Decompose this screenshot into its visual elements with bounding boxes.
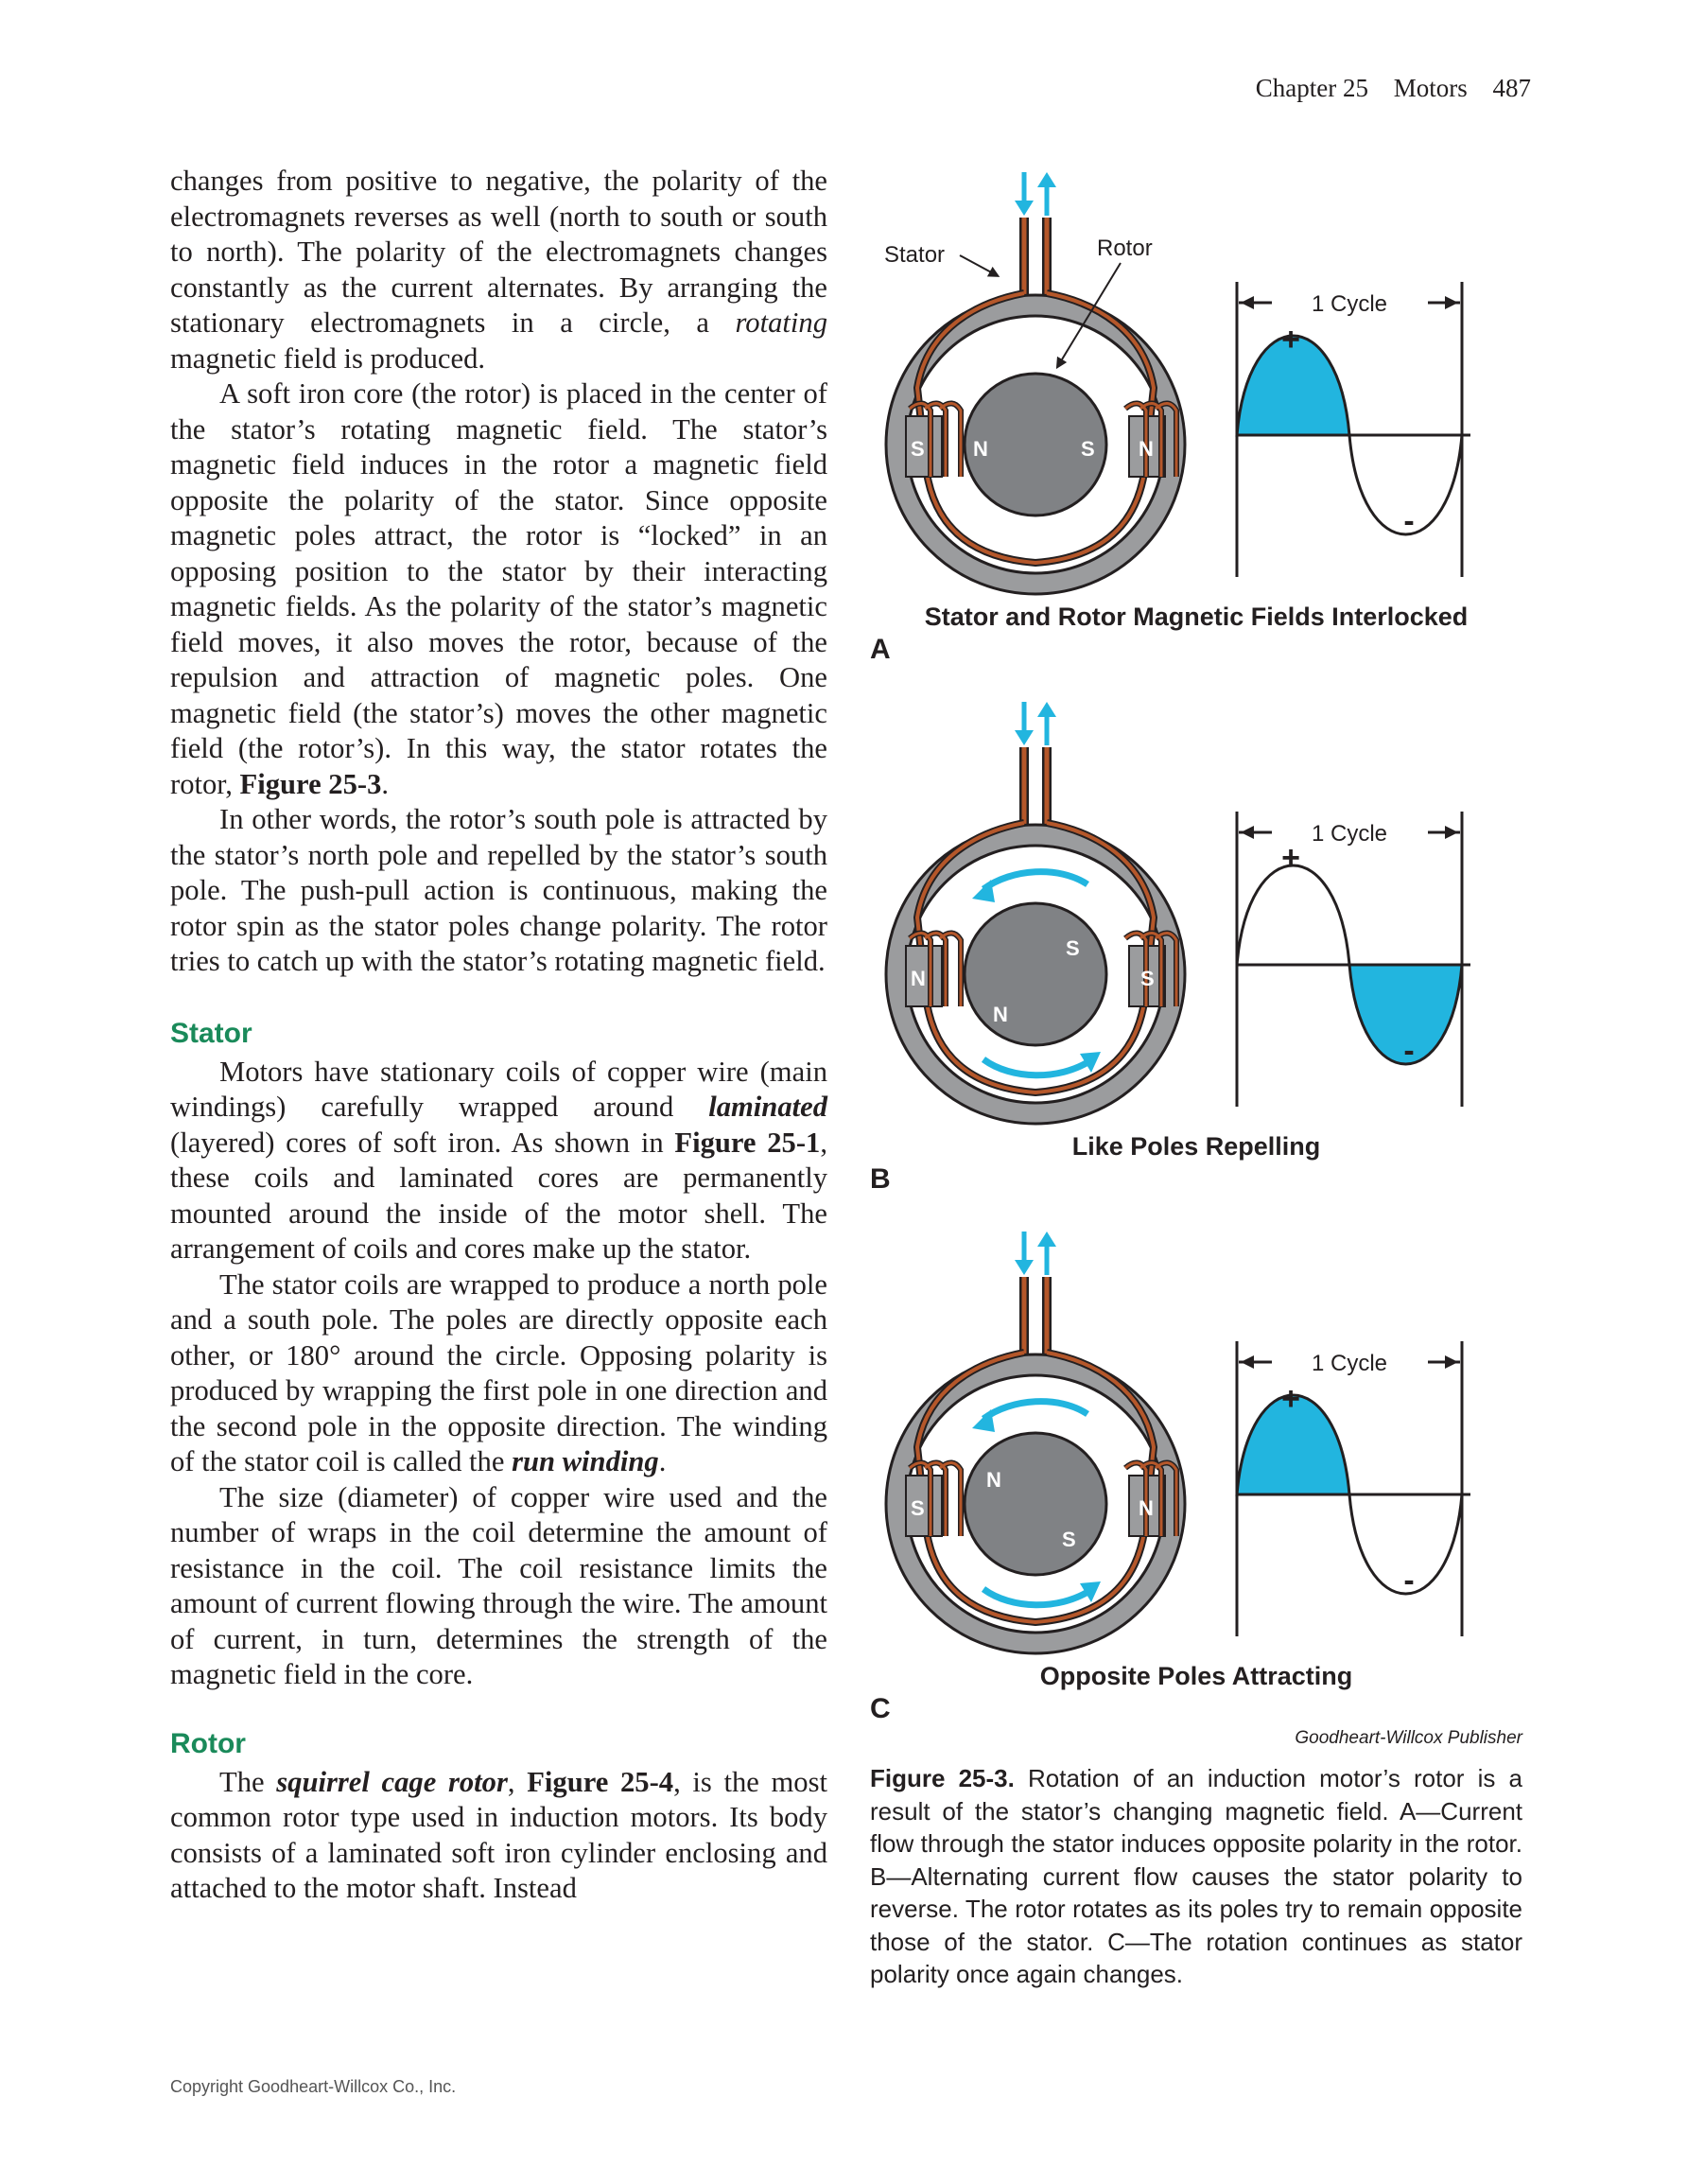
panel-caption: Stator and Rotor Magnetic Fields Interlocked bbox=[924, 603, 1469, 631]
paragraph: In other words, the rotor’s south pole is attracted by the stator’s north pole and repelled by the stator’s south pole. The push-pull action is continuous, making the rotor spin as the stator poles change polarity. The rotor tries to catch up with the stator’s rotating magnetic field. bbox=[170, 803, 827, 977]
current-arrows bbox=[1015, 702, 1056, 745]
current-arrows bbox=[1015, 1232, 1056, 1275]
positive-sign: + bbox=[1281, 1381, 1300, 1417]
panel-caption: Opposite Poles Attracting bbox=[1039, 1662, 1353, 1690]
figure-panel-a bbox=[870, 161, 1522, 690]
panel-caption: Like Poles Repelling bbox=[1071, 1132, 1321, 1161]
figure-reference: Figure 25-4 bbox=[527, 1765, 674, 1798]
paragraph: The stator coils are wrapped to produce a north pole and a south pole. The poles are directly opposite each other, or 180° around the circle. Opposing polarity is produced by wrapping the first pole in one direction and the second pole in the opposite direction. The winding of the stator coil is called the run winding. bbox=[170, 1267, 827, 1477]
rotor-pole-label: N bbox=[993, 1003, 1008, 1026]
figure-panel-b bbox=[870, 690, 1522, 1220]
figure-panel-c bbox=[870, 1220, 1522, 1750]
figure-caption: Figure 25-3. Rotation of an induction motor’s rotor is a result of the stator’s changing magnetic field. A—Current flow through the stator induces opposite polarity in the rotor. B—Alternating current flow causes the stator polarity to reverse. The rotor rotates as its poles try to remain opposite those of the stator. C—The rotation continues as stator polarity once again changes. bbox=[870, 1764, 1522, 1988]
stator-pole-label: S bbox=[911, 437, 925, 461]
negative-sign: - bbox=[1403, 1563, 1415, 1599]
chapter-title: Motors bbox=[1393, 74, 1468, 102]
panel-letter: A bbox=[870, 634, 891, 665]
cycle-label: 1 Cycle bbox=[1311, 821, 1388, 847]
rotor bbox=[965, 1433, 1106, 1575]
negative-sign: - bbox=[1403, 1033, 1415, 1069]
stator-pole-label: N bbox=[911, 967, 926, 990]
key-term: run winding bbox=[512, 1445, 659, 1477]
rotor-pole-label: N bbox=[973, 437, 988, 461]
key-term: squirrel cage rotor bbox=[276, 1765, 508, 1798]
paragraph: A soft iron core (the rotor) is placed in the center of the stator’s rotating magnetic field. The stator’s magnetic field induces in the rotor a magnetic field opposite the polarity of the stator. Since opposite magnetic poles attract, the rotor is “locked” in an opposing position to the stator by their interacting magnetic fields. As the polarity of the stator’s magnetic field moves, it also moves the rotor, because of the repulsion and attraction of magnetic poles. One magnetic field (the stator’s) moves the other magnetic field (the rotor’s). In this way, the stator rotates the rotor, Figure 25-3. bbox=[170, 377, 827, 800]
running-head bbox=[1256, 74, 1531, 103]
rotor-pole-label: N bbox=[986, 1468, 1001, 1492]
paragraph: The squirrel cage rotor, Figure 25-4, is the most common rotor type used in induction motors. Its body consists of a laminated soft iron cylinder enclosing and attached to the motor shaft. Instead bbox=[170, 1765, 828, 1904]
cycle-label: 1 Cycle bbox=[1311, 291, 1388, 317]
stator-pole-label: N bbox=[1139, 437, 1154, 461]
current-arrows bbox=[1015, 172, 1056, 216]
cycle-label: 1 Cycle bbox=[1311, 1351, 1388, 1376]
figure-caption-label: Figure 25-3. bbox=[870, 1764, 1015, 1792]
paragraph: Motors have stationary coils of copper wire (main windings) carefully wrapped around laminated (layered) cores of soft iron. As shown in Figure 25-1, these coils and laminated cores are permanently mounted around the inside of the motor shell. The arrangement of coils and cores make up the stator. bbox=[170, 1055, 827, 1265]
rotor-pole-label: S bbox=[1066, 936, 1080, 960]
figure-credit: Goodheart-Willcox Publisher bbox=[1295, 1728, 1522, 1748]
key-term: laminated bbox=[708, 1091, 827, 1123]
copyright-footer: Copyright Goodheart-Willcox Co., Inc. bbox=[170, 2077, 457, 2096]
figure-25-3 bbox=[870, 161, 1522, 1750]
figure-reference: Figure 25-3 bbox=[239, 767, 382, 800]
rotor-pole-label: S bbox=[1062, 1528, 1076, 1551]
figure-reference: Figure 25-1 bbox=[674, 1126, 821, 1159]
rotor-pole-label: S bbox=[1081, 437, 1095, 461]
ac-waveform bbox=[1237, 1341, 1470, 1636]
chapter-label: Chapter 25 bbox=[1255, 74, 1368, 102]
stator-label: Stator bbox=[884, 242, 946, 268]
stator-pole-label: S bbox=[911, 1496, 925, 1520]
rotor-label: Rotor bbox=[1097, 236, 1153, 261]
stator-pole-label: S bbox=[1140, 967, 1155, 990]
positive-sign: + bbox=[1281, 840, 1300, 876]
page-number: 487 bbox=[1492, 74, 1531, 102]
heading-stator: Stator bbox=[170, 1017, 252, 1049]
negative-sign: - bbox=[1403, 503, 1415, 539]
panel-letter: B bbox=[870, 1163, 891, 1195]
ac-waveform bbox=[1237, 282, 1470, 577]
panel-letter: C bbox=[870, 1693, 891, 1724]
ac-waveform bbox=[1237, 812, 1470, 1107]
paragraph: changes from positive to negative, the polarity of the electromagnets reverses as well (north to south or south to north). The polarity of the electromagnets changes constantly as the current alternates. By arranging the stationary electromagnets in a circle, a rotating magnetic field is produced. bbox=[170, 165, 827, 375]
stator-pole-label: N bbox=[1139, 1496, 1154, 1520]
rotor bbox=[965, 903, 1106, 1045]
heading-rotor: Rotor bbox=[170, 1727, 246, 1759]
paragraph: The size (diameter) of copper wire used and the number of wraps in the coil determine the amount of resistance in the coil. The coil resistance limits the amount of current flowing through the wire. The amount of current, in turn, determines the strength of the magnetic field in the core. bbox=[170, 1480, 827, 1690]
body-text-column bbox=[170, 164, 827, 1907]
positive-sign: + bbox=[1281, 322, 1300, 358]
